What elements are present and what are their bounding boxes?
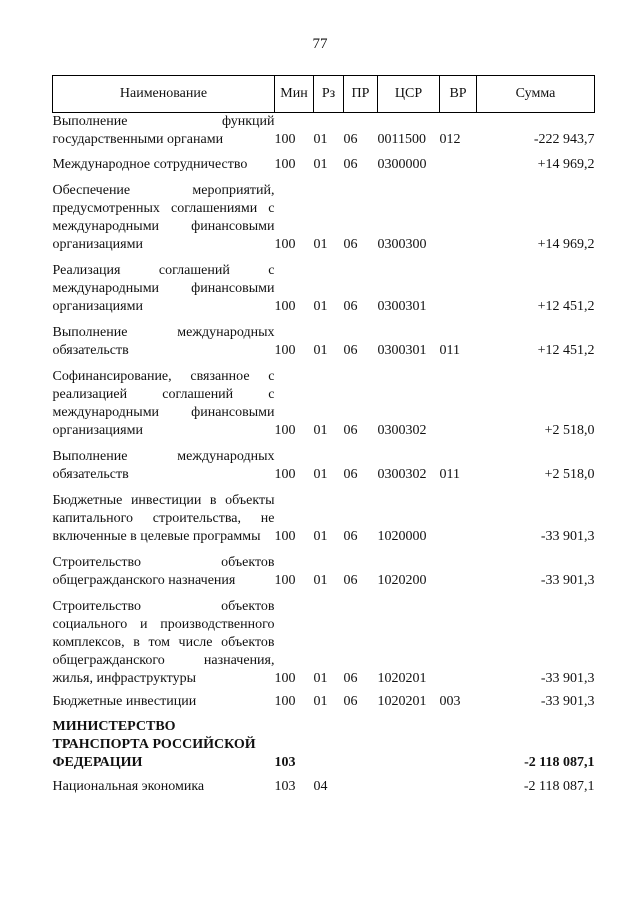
column-header-rz: Рз xyxy=(314,76,344,113)
cell-sum: -2 118 087,1 xyxy=(523,779,595,794)
cell-min: 100 xyxy=(274,237,296,252)
cell-vr xyxy=(440,590,477,688)
cell-sum: -33 901,3 xyxy=(540,694,595,709)
cell-vr xyxy=(440,149,477,174)
cell-csr: 1020000 xyxy=(377,529,427,544)
column-header-vr: ВР xyxy=(440,76,477,113)
cell-vr xyxy=(440,484,477,546)
cell-name: Софинансирование, связанное с реализацией соглашений с международными финансовыми организациями xyxy=(52,369,275,438)
cell-sum: -222 943,7 xyxy=(533,132,595,147)
cell-rz: 01 xyxy=(313,694,328,709)
cell-rz xyxy=(314,711,344,772)
cell-csr: 1020200 xyxy=(377,573,427,588)
table-row xyxy=(53,174,595,254)
cell-pr xyxy=(344,711,378,772)
cell-rz: 01 xyxy=(313,343,328,358)
table-row xyxy=(53,546,595,590)
cell-min: 100 xyxy=(274,343,296,358)
cell-pr: 06 xyxy=(343,299,358,314)
table-row xyxy=(53,772,595,796)
cell-rz: 01 xyxy=(313,132,328,147)
cell-sum: +14 969,2 xyxy=(537,157,595,172)
cell-min: 100 xyxy=(274,694,296,709)
cell-vr xyxy=(440,174,477,254)
cell-csr: 0300000 xyxy=(377,157,427,172)
cell-min: 100 xyxy=(274,423,296,438)
cell-sum: +2 518,0 xyxy=(544,467,595,482)
cell-csr: 1020201 xyxy=(377,671,427,686)
table-row xyxy=(53,360,595,440)
cell-name: МИНИСТЕРСТВО ТРАНСПОРТА РОССИЙСКОЙ ФЕДЕРАЦИИ xyxy=(52,719,256,770)
cell-min: 103 xyxy=(274,779,296,794)
cell-pr: 06 xyxy=(343,157,358,172)
cell-rz: 01 xyxy=(313,157,328,172)
table-row xyxy=(53,316,595,360)
cell-min: 100 xyxy=(274,132,296,147)
cell-min: 100 xyxy=(274,157,296,172)
cell-pr: 06 xyxy=(343,573,358,588)
cell-min: 103 xyxy=(274,755,296,770)
cell-vr xyxy=(440,772,477,796)
cell-csr: 0300300 xyxy=(377,237,427,252)
table-header-row xyxy=(53,76,595,113)
cell-pr: 06 xyxy=(343,694,358,709)
table-row xyxy=(53,590,595,688)
cell-name: Выполнение международных обязательств xyxy=(52,449,275,482)
cell-name: Выполнение международных обязательств xyxy=(52,325,275,358)
cell-name: Международное сотрудничество xyxy=(52,157,248,172)
cell-csr: 0300301 xyxy=(377,299,427,314)
cell-pr: 06 xyxy=(343,132,358,147)
cell-vr: 003 xyxy=(439,694,461,709)
cell-min: 100 xyxy=(274,299,296,314)
cell-rz: 01 xyxy=(313,299,328,314)
table-row xyxy=(53,440,595,484)
cell-vr: 011 xyxy=(439,467,460,482)
cell-name: Реализация соглашений с международными финансовыми организациями xyxy=(52,263,275,314)
cell-rz: 01 xyxy=(313,237,328,252)
cell-pr xyxy=(344,772,378,796)
cell-pr: 06 xyxy=(343,423,358,438)
cell-min: 100 xyxy=(274,671,296,686)
cell-sum: -2 118 087,1 xyxy=(524,755,595,770)
cell-sum: -33 901,3 xyxy=(540,529,595,544)
cell-vr: 012 xyxy=(439,132,461,147)
cell-pr: 06 xyxy=(343,671,358,686)
cell-name: Обеспечение мероприятий, предусмотренных соглашениями с международными финансовыми организациями xyxy=(52,183,275,252)
cell-csr xyxy=(378,772,440,796)
cell-name: Бюджетные инвестиции xyxy=(52,694,197,709)
cell-vr xyxy=(440,546,477,590)
cell-sum: -33 901,3 xyxy=(540,671,595,686)
cell-csr: 0300302 xyxy=(377,467,427,482)
cell-rz: 01 xyxy=(313,467,328,482)
cell-sum: +12 451,2 xyxy=(537,343,595,358)
cell-csr: 1020201 xyxy=(377,694,427,709)
cell-pr: 06 xyxy=(343,343,358,358)
cell-rz: 01 xyxy=(313,529,328,544)
table-row xyxy=(53,711,595,772)
cell-min: 100 xyxy=(274,573,296,588)
cell-csr xyxy=(378,711,440,772)
cell-name: Выполнение функций государственными органами xyxy=(52,114,275,147)
cell-vr: 011 xyxy=(439,343,460,358)
cell-name: Бюджетные инвестиции в объекты капитального строительства, не включенные в целевые программы xyxy=(52,493,275,544)
cell-pr: 06 xyxy=(343,467,358,482)
cell-sum: -33 901,3 xyxy=(540,573,595,588)
cell-min: 100 xyxy=(274,529,296,544)
cell-pr: 06 xyxy=(343,237,358,252)
page-number: 77 xyxy=(312,36,328,52)
cell-sum: +14 969,2 xyxy=(537,237,595,252)
cell-rz: 01 xyxy=(313,671,328,686)
cell-sum: +12 451,2 xyxy=(537,299,595,314)
cell-min: 100 xyxy=(274,467,296,482)
column-header-min: Мин xyxy=(275,76,314,113)
cell-rz: 04 xyxy=(313,779,328,794)
cell-rz: 01 xyxy=(313,573,328,588)
cell-sum: +2 518,0 xyxy=(544,423,595,438)
table-row xyxy=(53,688,595,711)
cell-vr xyxy=(440,360,477,440)
table-row xyxy=(53,149,595,174)
budget-table xyxy=(52,75,595,796)
cell-rz: 01 xyxy=(313,423,328,438)
cell-name: Строительство объектов общегражданского назначения xyxy=(52,555,275,588)
column-header-sum: Сумма xyxy=(477,76,595,113)
cell-vr xyxy=(440,254,477,316)
cell-csr: 0011500 xyxy=(377,132,426,147)
table-row xyxy=(53,484,595,546)
column-header-name: Наименование xyxy=(53,76,275,113)
column-header-pr: ПР xyxy=(344,76,378,113)
cell-csr: 0300301 xyxy=(377,343,427,358)
table-row xyxy=(53,254,595,316)
table-row xyxy=(53,113,595,150)
cell-name: Национальная экономика xyxy=(52,779,205,794)
cell-name: Строительство объектов социального и производственного комплексов, в том числе объектов общегражданского назначения, жилья, инфраструктуры xyxy=(52,599,275,686)
cell-vr xyxy=(440,711,477,772)
column-header-csr: ЦСР xyxy=(378,76,440,113)
cell-pr: 06 xyxy=(343,529,358,544)
cell-csr: 0300302 xyxy=(377,423,427,438)
